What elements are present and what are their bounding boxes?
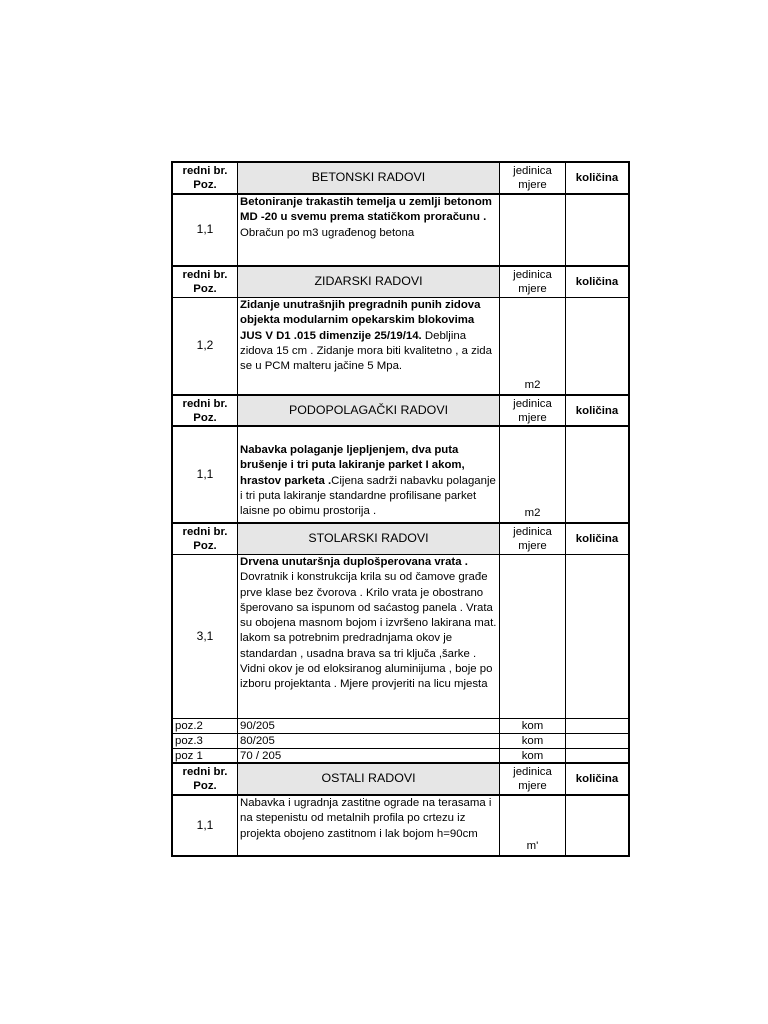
section-title-text: BETONSKI RADOVI [311,170,426,185]
sub-qty [566,719,628,733]
item-qty [566,555,628,718]
qty-header: količina [575,276,619,288]
item-desc-normal: Dovratnik i konstrukcija krila su od čamove građe prve klase bez čvorova . Krilo vrata je obostrano šperovano sa ispunom od saćastog panela . Vrata su obojena masnom bojom i izvršeno lakirana mat. lakom sa potrebnim predradnjama okov je standardan , usadna brava sa tri ključa ,šarke . Vidni okov je od eloksiranog aluminijuma , boje po izboru projektanta . Mjere provjeriti na licu mjesta [240,571,497,691]
item-desc-normal: Cijena sadrži nabavku polaganje i tri puta lakiranje standardne profilisane parket laisne po obimu prostorija . [240,474,496,518]
sub-unit: kom [500,749,566,762]
unit-header-line1: jedinica [513,526,552,538]
item-row [173,195,628,267]
item-qty [566,796,628,855]
pos-header [173,764,238,794]
pos-header [173,396,238,425]
unit-header-line1: jedinica [513,165,552,177]
item-pos: 1,1 [173,427,238,522]
qty-header: količina [575,773,619,785]
pos-header-line2: Poz. [193,411,217,424]
sub-qty [566,749,628,762]
pos-header-line1: redni br. [182,269,228,281]
sub-desc: 90/205 [238,719,500,733]
unit-header [500,524,566,554]
unit-header-line1: jedinica [513,397,552,410]
item-description [238,427,500,522]
item-desc-bold: Drvena unutaršnja duplošperovana vrata . [240,556,468,568]
item-unit: m2 [500,298,566,394]
item-qty [566,427,628,522]
unit-header-line2: mjere [518,179,547,191]
sub-pos: poz.3 [173,734,238,748]
sub-row [173,719,628,734]
sub-pos: poz.2 [173,719,238,733]
section-title [238,163,500,193]
pos-header-line2: Poz. [193,780,217,792]
section-header-stolarski [173,524,628,555]
section-title-text: PODOPOLAGAČKI RADOVI [288,402,449,417]
section-title [238,396,500,425]
item-desc-normal: Nabavka i ugradnja zastitne ograde na terasama i na stepenistu od metalnih profila po crtezu iz projekta obojeno zastitnom i lak bojom h=90cm [240,797,492,840]
sub-row [173,749,628,764]
sub-qty [566,734,628,748]
pos-header [173,267,238,297]
pos-header-line1: redni br. [182,766,228,778]
item-description [238,298,500,394]
section-title [238,524,500,554]
unit-header-line2: mjere [518,411,547,424]
section-title-text: STOLARSKI RADOVI [308,531,429,546]
pos-header [173,524,238,554]
section-title [238,267,500,297]
item-qty [566,298,628,394]
item-unit [500,195,566,265]
item-row [173,796,628,855]
unit-header-line2: mjere [518,780,547,792]
section-header-ostali [173,764,628,796]
item-qty [566,195,628,265]
item-unit [500,555,566,718]
item-row [173,298,628,396]
pos-header [173,163,238,193]
section-title-text: OSTALI RADOVI [321,771,416,786]
section-title-text: ZIDARSKI RADOVI [314,274,423,289]
item-description [238,555,500,718]
pos-header-line1: redni br. [182,526,228,538]
item-pos: 1,2 [173,298,238,394]
item-unit: m' [500,796,566,855]
item-pos: 1,1 [173,195,238,265]
item-description [238,195,500,265]
sub-unit: kom [500,719,566,733]
unit-header-line2: mjere [518,283,547,295]
bill-of-quantities-table [171,161,630,857]
qty-header: količina [575,172,619,184]
unit-header-line2: mjere [518,540,547,552]
sub-unit: kom [500,734,566,748]
unit-header [500,764,566,794]
item-desc-normal: Obračun po m3 ugrađenog betona [240,226,415,239]
sub-desc: 70 / 205 [238,749,500,762]
unit-header [500,163,566,193]
item-desc-bold: Zidanje unutrašnjih pregradnih punih zidova objekta modularnim opekarskim blokovima JUS V D1 .015 dimenzije 25/19/14. [240,299,481,342]
sub-row [173,734,628,749]
item-desc-bold: Betoniranje trakastih temelja u zemlji betonom MD -20 u svemu prema statičkom proračunu . [240,196,492,224]
item-pos: 3,1 [173,555,238,718]
item-desc-bold: Nabavka polaganje ljepljenjem, dva puta brušenje i tri puta lakiranje parket I akom, hrastov parketa . [240,444,465,487]
unit-header [500,396,566,425]
qty-header: količina [575,404,619,417]
section-title [238,764,500,794]
item-unit: m2 [500,427,566,522]
item-pos: 1,1 [173,796,238,855]
pos-header-line1: redni br. [182,397,228,410]
unit-header-line1: jedinica [513,269,552,281]
item-row [173,427,628,524]
pos-header-line2: Poz. [193,283,217,295]
section-header-podopolagacki [173,396,628,427]
section-header-zidarski [173,267,628,298]
unit-header [500,267,566,297]
item-description [238,796,500,855]
qty-header: količina [575,533,619,545]
item-desc-normal: Debljina zidova 15 cm . Zidanje mora biti kvalitetno , a zida se u PCM malteru jačine 5 Mpa. [240,329,492,373]
pos-header-line1: redni br. [182,165,228,177]
sub-desc: 80/205 [238,734,500,748]
item-row [173,555,628,719]
pos-header-line2: Poz. [193,540,217,552]
pos-header-line2: Poz. [193,179,217,191]
unit-header-line1: jedinica [513,766,552,778]
section-header-betonski [173,163,628,195]
sub-pos: poz 1 [173,749,238,762]
